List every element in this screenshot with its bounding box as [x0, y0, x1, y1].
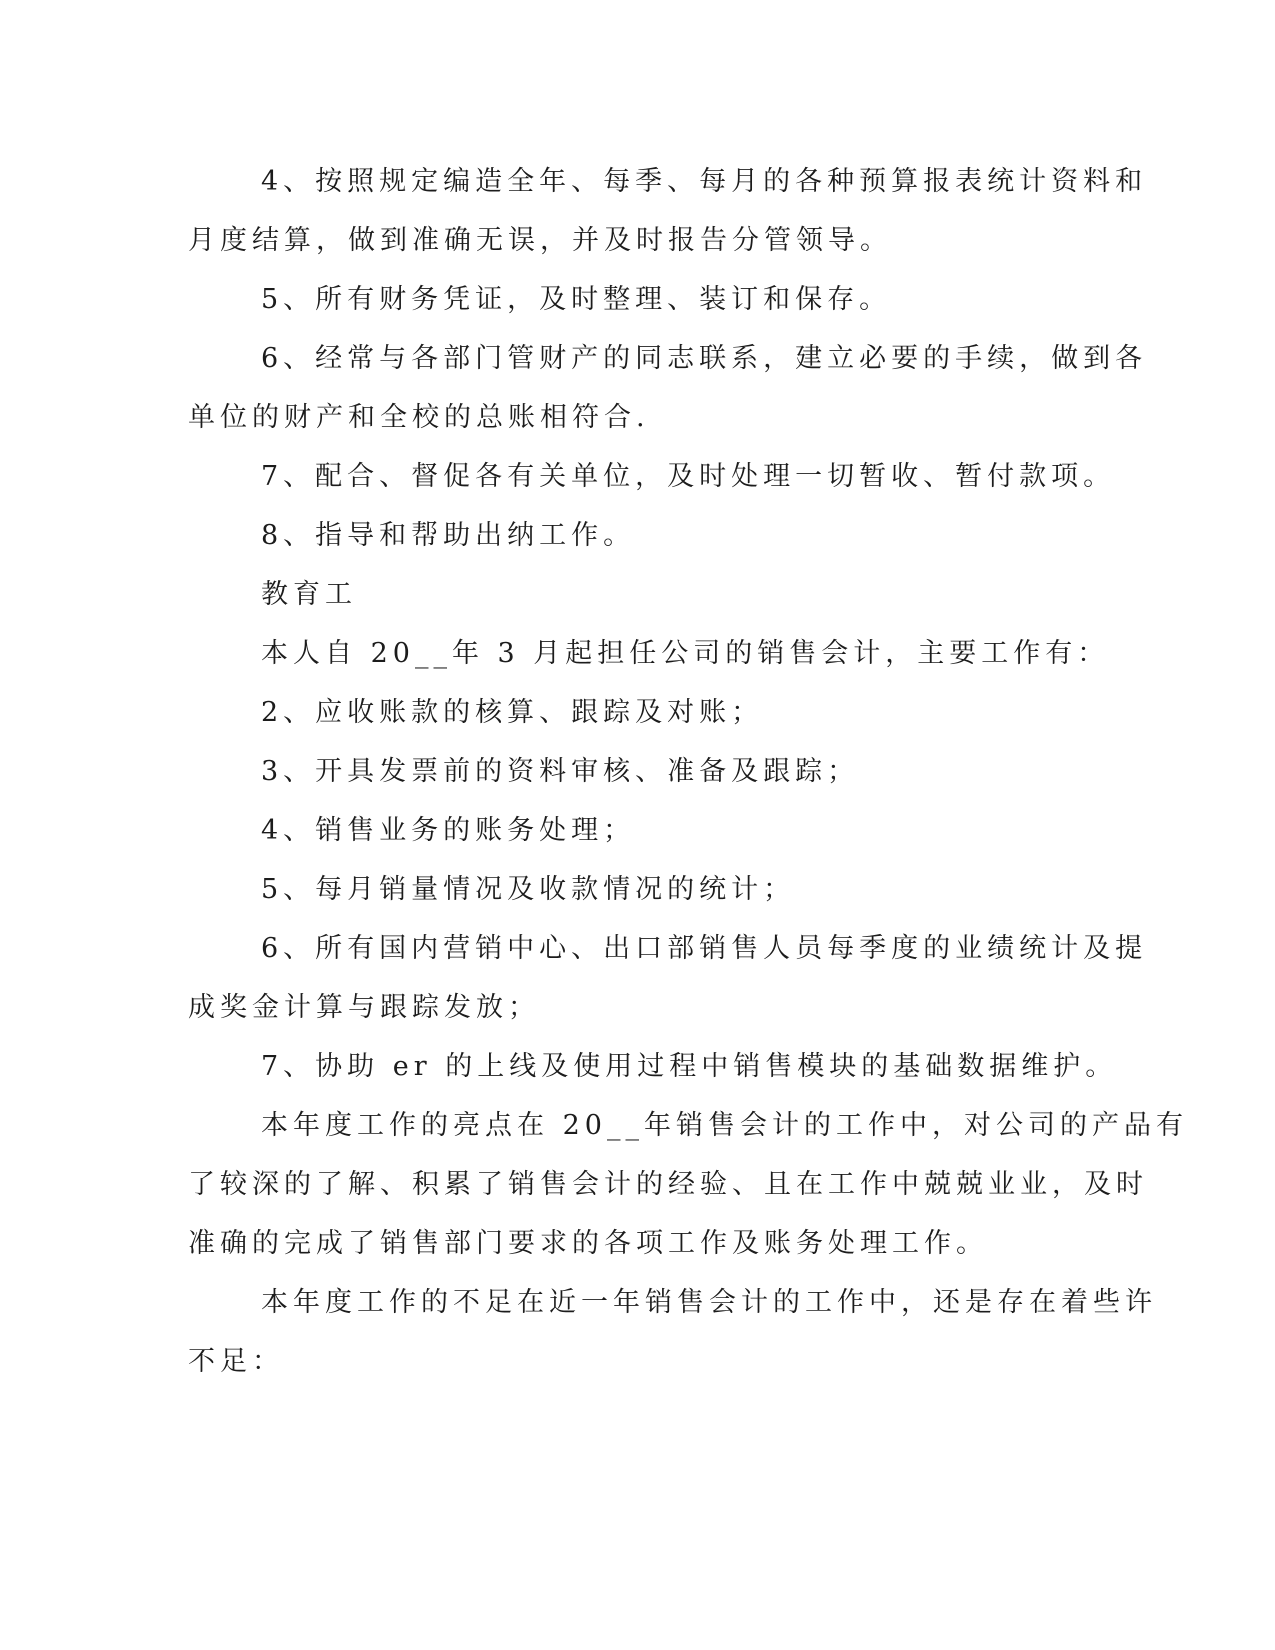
- paragraph-line: 月度结算，做到准确无误，并及时报告分管领导。: [188, 225, 892, 256]
- paragraph-line: 3、开具发票前的资料审核、准备及跟踪；: [261, 756, 860, 787]
- paragraph-line: 本人自 20__年 3 月起担任公司的销售会计，主要工作有：: [261, 638, 1110, 669]
- paragraph-line: 准确的完成了销售部门要求的各项工作及账务处理工作。: [188, 1228, 988, 1259]
- paragraph-line: 单位的财产和全校的总账相符合.: [188, 402, 650, 433]
- paragraph-line: 7、协助 er 的上线及使用过程中销售模块的基础数据维护。: [261, 1051, 1118, 1082]
- paragraph-line: 4、按照规定编造全年、每季、每月的各种预算报表统计资料和: [261, 166, 1148, 197]
- paragraph-line: 2、应收账款的核算、跟踪及对账；: [261, 697, 764, 728]
- paragraph-line: 成奖金计算与跟踪发放；: [188, 992, 540, 1023]
- paragraph-line: 不足：: [188, 1346, 284, 1377]
- paragraph-line: 5、每月销量情况及收款情况的统计；: [261, 874, 796, 905]
- paragraph-line: 8、指导和帮助出纳工作。: [261, 520, 636, 551]
- paragraph-line: 本年度工作的亮点在 20__年销售会计的工作中，对公司的产品有: [261, 1110, 1188, 1141]
- paragraph-line: 本年度工作的不足在近一年销售会计的工作中，还是存在着些许: [261, 1287, 1157, 1318]
- paragraph-line: 6、所有国内营销中心、出口部销售人员每季度的业绩统计及提: [261, 933, 1148, 964]
- paragraph-line: 4、销售业务的账务处理；: [261, 815, 636, 846]
- paragraph-line: 教育工: [261, 579, 357, 610]
- paragraph-line: 6、经常与各部门管财产的同志联系，建立必要的手续，做到各: [261, 343, 1148, 374]
- paragraph-line: 7、配合、督促各有关单位，及时处理一切暂收、暂付款项。: [261, 461, 1116, 492]
- paragraph-line: 了较深的了解、积累了销售会计的经验、且在工作中兢兢业业，及时: [188, 1169, 1148, 1200]
- paragraph-line: 5、所有财务凭证，及时整理、装订和保存。: [261, 284, 892, 315]
